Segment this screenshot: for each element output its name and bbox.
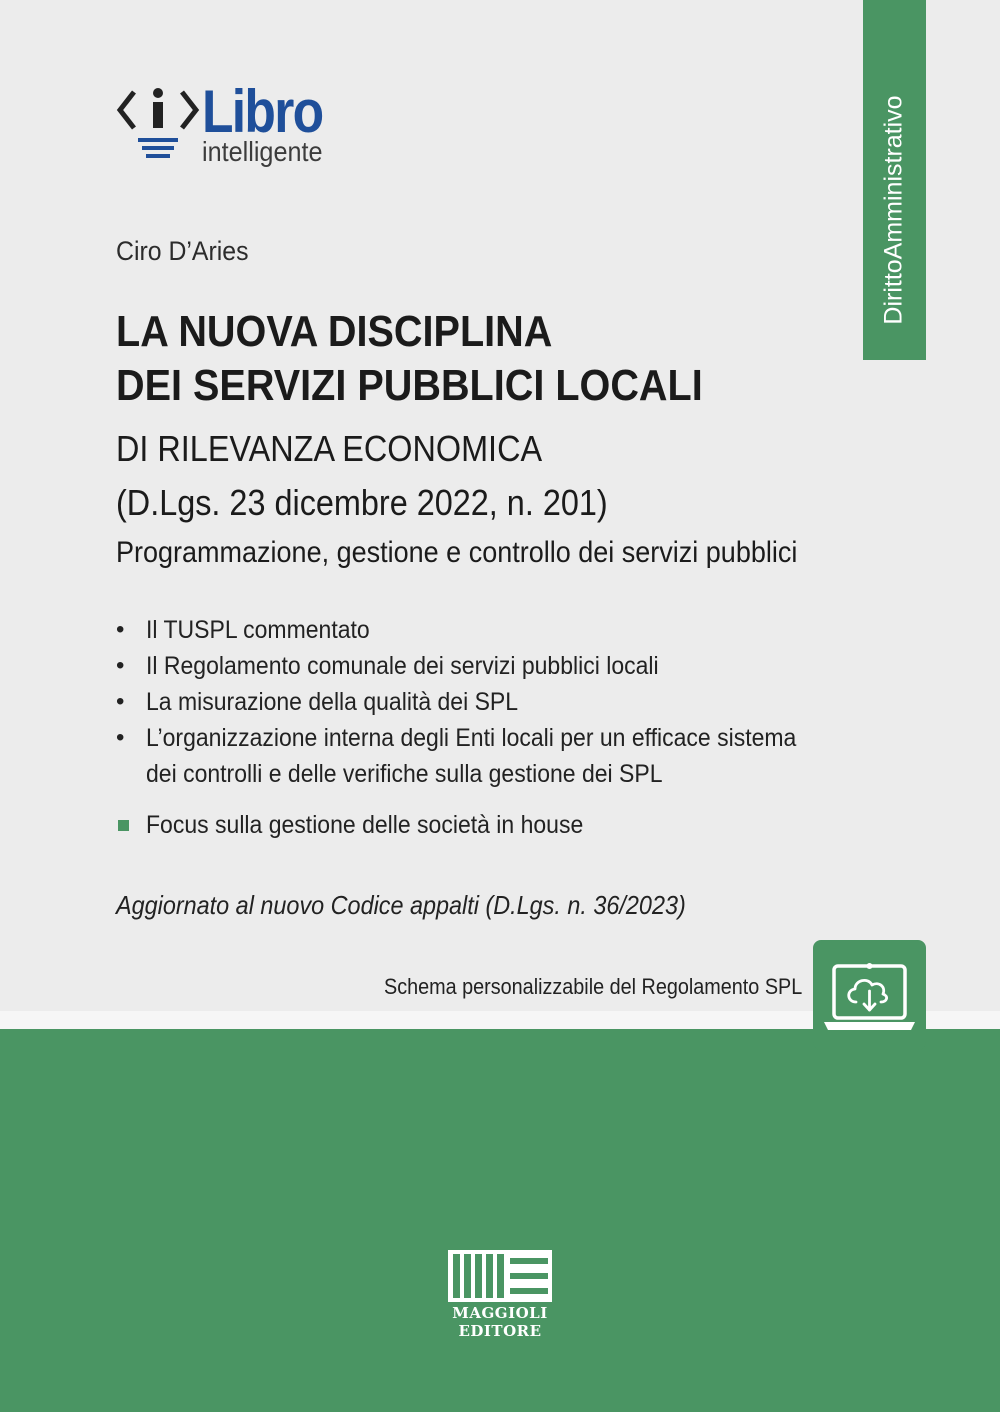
subtitle-line: DI RILEVANZA ECONOMICA [116,428,543,469]
publisher-line: MAGGIOLI [452,1304,548,1322]
series-tab [863,0,926,360]
title-line: LA NUOVA DISCIPLINA [116,307,553,356]
series-tab-label: DirittoAmministrativo [879,95,908,325]
update-note: Aggiornato al nuovo Codice appalti (D.Lgs. n. 36/2023) [116,890,686,920]
download-badge [813,940,926,1050]
list-item [116,612,816,648]
list-item-text: Il TUSPL commentato [146,616,370,644]
book-tagline: Programmazione, gestione e controllo dei servizi pubblici [116,536,798,569]
logo-word-intelligente: intelligente [202,136,323,167]
square-bullet-icon [118,820,129,831]
list-item-text: L’organizzazione interna degli Enti locali per un efficace sistema [146,724,797,752]
publisher-name [448,1304,552,1340]
subtitle-line: (D.Lgs. 23 dicembre 2022, n. 201) [116,482,608,523]
list-item [116,684,816,720]
maggioli-logo-icon [448,1250,552,1302]
list-item-text: La misurazione della qualità dei SPL [146,688,519,716]
title-line: DEI SERVIZI PUBBLICI LOCALI [116,361,703,410]
author-name: Ciro D’Aries [116,236,249,266]
bullet-icon: • [116,616,125,643]
bullet-icon: • [116,724,125,751]
list-item [116,648,816,684]
book-title [116,305,703,413]
publisher-logo [448,1250,552,1342]
logo-word-libro: Libro [202,78,323,145]
contents-list [116,612,816,792]
bullet-icon: • [116,688,125,715]
laptop-cloud-download-icon [813,940,926,1050]
ilibro-brackets-icon [116,80,200,160]
publisher-line: EDITORE [458,1322,542,1340]
book-subtitle [116,422,608,530]
focus-text: Focus sulla gestione delle società in house [146,811,584,839]
list-item-text: Il Regolamento comunale dei servizi pubblici locali [146,652,659,680]
list-item-text-continued: dei controlli e delle verifiche sulla gestione dei SPL [146,760,663,788]
green-footer-band [0,1029,1000,1412]
download-label: Schema personalizzabile del Regolamento SPL [384,974,803,999]
list-item [116,720,816,792]
bullet-icon: • [116,652,125,679]
